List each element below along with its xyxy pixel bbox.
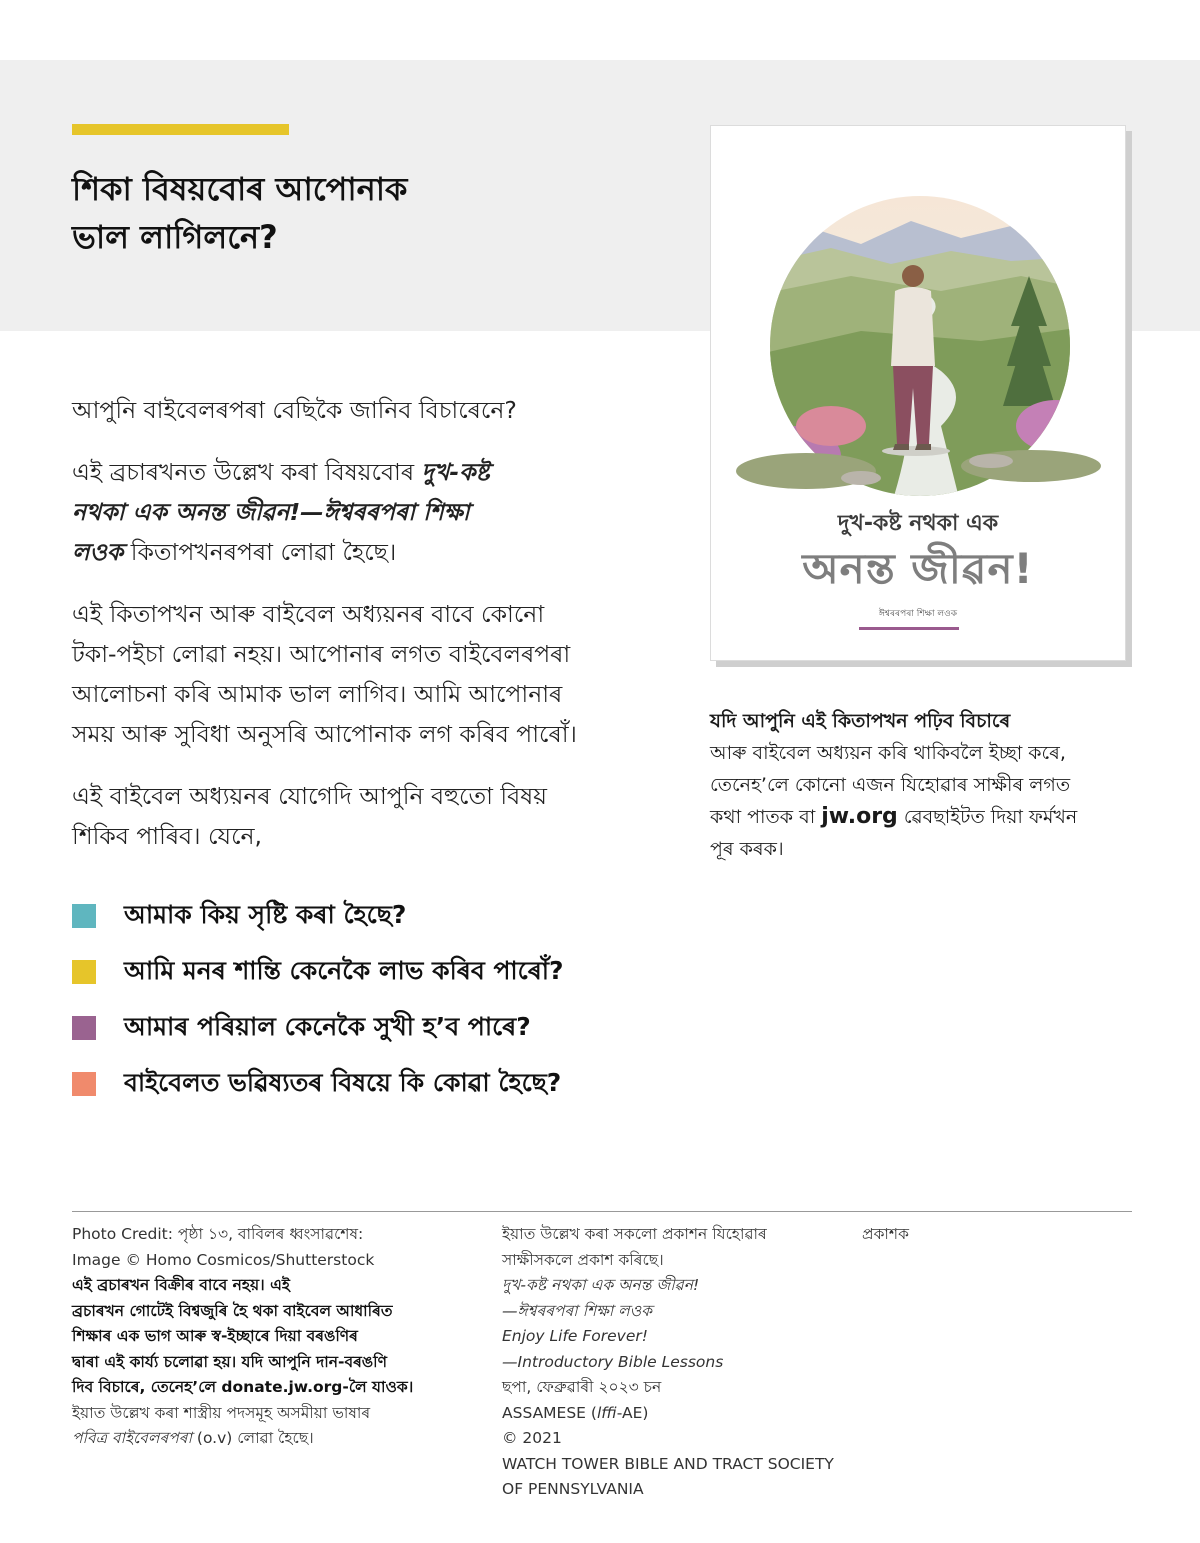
paragraph-2 [72,452,662,572]
donation-line-5: দিব বিচাৰে, তেনেহ’লে donate.jw.org-লৈ যাওক। [72,1378,414,1396]
publisher-note-2: সাক্ষীসকলে প্ৰকাশ কৰিছে। [502,1250,664,1269]
title-line-1: শিকা বিষয়বোৰ আপোনাক [72,170,408,208]
p2-line3-text: কিতাপখনৰপৰা লোৱা হৈছে। [123,538,397,566]
topic-text: বাইবেলত ভৱিষ্যতৰ বিষয়ে কি কোৱা হৈছে? [124,1067,562,1097]
p3-line3: আলোচনা কৰি আমাক ভাল লাগিব। আমি আপোনাৰ [72,680,563,708]
topic-text: আমাৰ পৰিয়াল কেনেকৈ সুখী হ’ব পাৰে? [124,1011,531,1041]
donation-line-1: এই ব্ৰচাৰখন বিক্ৰীৰ বাবে নহয়। এই [72,1276,290,1294]
lang-post: -AE) [616,1403,649,1422]
cta-line-3: তেনেহ’লে কোনো এজন যিহোৱাৰ সাক্ষীৰ লগত [710,774,1071,796]
publisher-label: প্ৰকাশক [862,1225,909,1243]
p3-line2: টকা-পইচা লোৱা নহয়। আপোনাৰ লগত বাইবেলৰপৰা [72,640,571,668]
topic-item [72,1000,672,1056]
cta-line-4-pre: কথা পাতক বা [710,806,822,828]
cta-line-5: পূৰ কৰক। [710,838,784,860]
body-text [72,390,662,878]
photo-credit-1: Photo Credit: পৃষ্ঠা ১৩, বাবিলৰ ধ্বংসাৱশেষ: [72,1225,364,1243]
p4-line1: এই বাইবেল অধ্যয়নৰ যোগেদি আপুনি বহুতো বিষয় [72,782,547,810]
donation-line-4: দ্বাৰা এই কাৰ্য্য চলোৱা হয়। যদি আপুনি দান-বৰঙণি [72,1352,387,1371]
book-cover [710,125,1126,661]
lang-pre: ASSAMESE ( [502,1403,597,1422]
cover-tagline: ঈশ্বৰৰপৰা শিক্ষা লওক [878,609,958,619]
purple-square-icon [72,1016,96,1040]
paragraph-3 [72,594,662,754]
paragraph-4 [72,776,662,856]
book-title-part1: দুখ-কষ্ট [421,458,490,486]
language-code [502,1401,842,1427]
paragraph-1: আপুনি বাইবেলৰপৰা বেছিকৈ জানিব বিচাৰেনে? [72,396,517,424]
publisher-note-1: ইয়াত উল্লেখ কৰা সকলো প্ৰকাশন যিহোৱাৰ [502,1225,767,1243]
copyright: © 2021 [502,1429,562,1447]
lang-code-ital: lffi [596,1403,617,1422]
scripture-note-1: ইয়াত উল্লেখ কৰা শাস্ত্ৰীয় পদসমূহ অসমীয়া ভাষাৰ [72,1403,371,1422]
p4-line2: শিকিব পাৰিব। যেনে, [72,822,263,850]
book-title-part3: লওক [72,538,124,566]
print-date: ছপা, ফেব্ৰুৱাৰী ২০২৩ চন [502,1378,662,1396]
topic-item [72,944,672,1000]
call-to-action [710,705,1140,865]
p2-line1-text: এই ব্ৰচাৰখনত উল্লেখ কৰা বিষয়বোৰ [72,458,422,486]
cover-underline [859,627,959,630]
book-title-en-2: —Introductory Bible Lessons [502,1352,724,1371]
book-title-as-2: —ঈশ্বৰৰপৰা শিক্ষা লওক [502,1301,652,1320]
p3-line1: এই কিতাপখন আৰু বাইবেল অধ্যয়নৰ বাবে কোনো [72,600,545,628]
footer-column-3 [862,1222,1012,1248]
cover-subtitle: দুখ-কষ্ট নথকা এক [837,511,999,536]
cta-bold-line: যদি আপুনি এই কিতাপখন পঢ়িব বিচাৰে [710,710,1011,732]
topic-list [72,888,672,1112]
accent-bar [72,124,289,135]
topic-text: আমাক কিয় সৃষ্টি কৰা হৈছে? [124,899,407,929]
cta-line-2: আৰু বাইবেল অধ্যয়ন কৰি থাকিবলৈ ইচ্ছা কৰে, [710,742,1066,764]
footer-column-2 [502,1222,842,1503]
bible-title: পবিত্ৰ বাইবেলৰপৰা [72,1429,192,1447]
scripture-note-2 [72,1426,492,1452]
book-title-part2: নথকা এক অনন্ত জীৱন!—ঈশ্বৰৰপৰা শিক্ষা [72,498,470,526]
p3-line4: সময় আৰু সুবিধা অনুসৰি আপোনাক লগ কৰিব পাৰোঁ। [72,720,577,748]
jw-org-link[interactable]: jw.org [821,804,898,829]
yellow-square-icon [72,960,96,984]
book-title-as-1: দুখ-কষ্ট নথকা এক অনন্ত জীৱন! [502,1276,700,1294]
scripture-note-tail: (o.v) লোৱা হৈছে। [191,1429,314,1447]
teal-square-icon [72,904,96,928]
topic-text: আমি মনৰ শান্তি কেনেকৈ লাভ কৰিব পাৰোঁ? [124,955,564,985]
footer-divider [72,1211,1132,1212]
donation-line-3: শিক্ষাৰ এক ভাগ আৰু স্ব-ইচ্ছাৰে দিয়া বৰঙণিৰ [72,1327,358,1345]
orange-square-icon [72,1072,96,1096]
footer-column-1 [72,1222,492,1452]
cover-title: অনন্ত জীৱন! [802,544,1034,593]
title-line-2: ভাল লাগিলনে? [72,218,278,256]
book-title-en-1: Enjoy Life Forever! [502,1327,648,1345]
topic-item [72,1056,672,1112]
topic-item [72,888,672,944]
donation-line-2: ব্ৰচাৰখন গোটেই বিশ্বজুৰি হৈ থকা বাইবেল আধাৰিত [72,1301,393,1320]
page-title [72,165,632,261]
cta-line-4-post: ৱেবছাইটত দিয়া ফৰ্মখন [897,806,1078,828]
society-line-1: WATCH TOWER BIBLE AND TRACT SOCIETY [502,1454,834,1473]
society-line-2: OF PENNSYLVANIA [502,1480,644,1498]
photo-credit-2: Image © Homo Cosmicos/Shutterstock [72,1250,375,1269]
